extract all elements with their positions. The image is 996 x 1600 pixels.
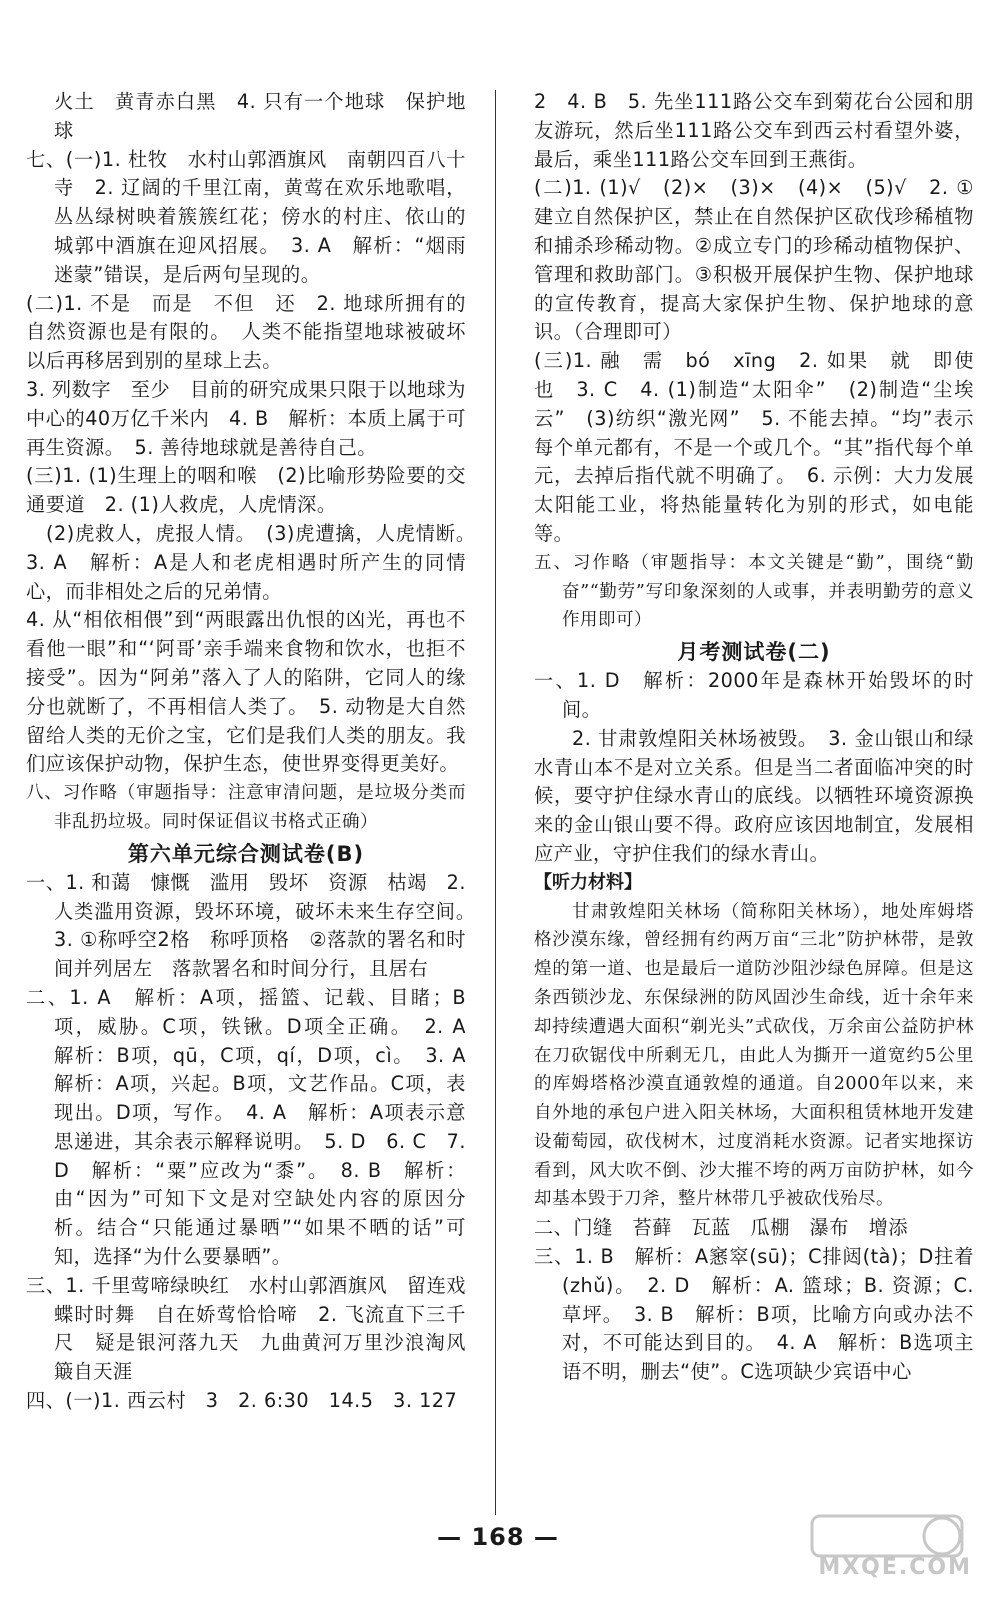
left-column — [26, 88, 486, 1416]
answer-paragraph: 七、(一)1. 杜牧 水村山郭酒旗风 南朝四百八十寺 2. 辽阔的千里江南，黄莺在欢乐地歌唱，丛丛绿树映着簇簇红花；傍水的村庄、依山的城郭中酒旗在迎风招展。 3. A 解析：“烟雨迷蒙”错误，是后两句呈现的。 — [26, 147, 466, 286]
answer-paragraph: 三、1. B 解析：A窸窣(sū)；C排闼(tà)；D拄着(zhǔ)。 2. D 解析：A. 篮球；B. 资源；C. 草坪。 3. B 解析：B项，比喻方向或办法不对，不可能达到目的。 4. A 解析：B选项主语不明，删去“使”。C选项缺少宾语中心 — [534, 1245, 981, 1384]
section-title: 月考测试卷(二) — [677, 640, 831, 665]
answer-paragraph: 二、门缝 苔藓 瓦蓝 瓜棚 瀑布 增添 — [534, 1216, 909, 1240]
answer-paragraph: (二)1. (1)√ (2)× (3)× (4)× (5)√ 2. ①建立自然保护区，禁止在自然保护区砍伐珍稀植物和捕杀珍稀动物。②成立专门的珍稀动植物保护、管理和救助部门。③积极开展保护生物、保护地球的宣传教育，提高大家保护生物、保护地球的意识。（合理即可） — [534, 176, 974, 344]
column-divider — [495, 90, 496, 1515]
answer-paragraph: 3. 列数字 至少 目前的研究成果只限于以地球为中心的40万亿千米内 4. B 解析：本质上属于可再生资源。 5. 善待地球就是善待自己。 — [26, 377, 466, 459]
answer-paragraph: 五、习作略（审题指导：本文关键是“勤”，围绕“勤奋”“勤劳”写印象深刻的人或事，并表明勤劳的意义作用即可） — [534, 552, 974, 631]
answer-paragraph: 2 4. B 5. 先坐111路公交车到菊花台公园和朋友游玩，然后坐111路公交车到西云村看望外婆，最后，乘坐111路公交车回到王燕街。 — [534, 90, 974, 171]
answer-paragraph: 三、1. 千里莺啼绿映红 水村山郭酒旗风 留连戏蝶时时舞 自在娇莺恰恰啼 2. 飞流直下三千尺 疑是银河落九天 九曲黄河万里沙浪淘风簸自天涯 — [26, 1273, 466, 1384]
answer-paragraph: (三)1. 融 需 bó xīng 2. 如果 就 即使 也 3. C 4. (1)制造“太阳伞” (2)制造“尘埃云” (3)纺织“激光网” 5. 不能去掉。“均”表示每个单元都有，不是一个或几个。“其”指代每个单元，去掉后指代就不明确了。 6. 示例：大力发展太阳能工业，将热能量转化为别的形式，如电能等。 — [534, 349, 994, 545]
answer-paragraph: 4. 从“相依相偎”到“两眼露出仇恨的凶光，再也不看他一眼”和“‘阿哥’亲手端来食物和饮水，也拒不接受”。因为“阿弟”落入了人的陷阱，它同人的缘分也就断了，不再相信人类了。 5. 动物是大自然留给人类的无价之宝，它们是我们人类的朋友。我们应该保护动物，保护生态，使世界变得更美好。 — [26, 608, 466, 776]
answer-paragraph: 四、(一)1. 西云村 3 2. 6:30 14.5 3. 127 — [26, 1389, 458, 1413]
page-number: — 168 — — [437, 1523, 559, 1551]
answer-paragraph: 八、习作略（审题指导：注意审清问题，是垃圾分类而非乱扔垃圾。同时保证倡议书格式正确） — [26, 783, 466, 832]
listening-material-text: 甘肃敦煌阳关林场（简称阳关林场），地处库姆塔格沙漠东缘，曾经拥有约两万亩“三北”防护林带，是敦煌的第一道、也是最后一道防沙阻沙绿色屏障。但是这条西锁沙龙、东保绿洲的防风固沙生命线，近十余年来却持续遭遇大面积“剃光头”式砍伐，万余亩公益防护林在刀砍锯伐中所剩无几，由此人为撕开一道宽约5公里的库姆塔格沙漠直通敦煌的通道。自2000年以来，来自外地的承包户进入阳关林场，大面积租赁林地开发建设葡萄园，砍伐树木，过度消耗水资源。记者实地探访看到，风大吹不倒、沙大摧不垮的两万亩防护林，如今却基本毁于刀斧，整片林带几乎被砍伐殆尽。 — [534, 901, 974, 1210]
answer-paragraph: (2)虎救人，虎报人情。 (3)虎遭擒，人虎情断。 3. A 解析：A是人和老虎相遇时所产生的同情心，而非相处之后的兄弟情。 — [26, 521, 486, 603]
watermark-logo — [792, 1514, 982, 1588]
listening-material-tag: 【听力材料】 — [534, 871, 642, 893]
answer-paragraph: 火土 黄青赤白黑 4. 只有一个地球 保护地球 — [54, 90, 466, 142]
answer-paragraph: 一、1. 和蔼 慷慨 滥用 毁坏 资源 枯竭 2. 人类滥用资源，毁坏环境，破坏未来生存空间。 3. ①称呼空2格 称呼顶格 ②落款的署名和时间并列居左 落款署名和时间分行，且居右 — [26, 870, 486, 981]
answer-paragraph: 二、1. A 解析：A项，摇篮、记载、目睹；B项，威胁。C项，铁锹。D项全正确。 2. A 解析：B项，qū，C项，qí，D项，cì。 3. A 解析：A项，兴起。B项，文艺作品。C项，表现出。D项，写作。 4. A 解析：A项表示意思递进，其余表示解释说明。 5. D 6. C 7. D 解析：“粟”应改为“黍”。 8. B 解析：由“因为”可知下文是对空缺处内容的原因分析。结合“只能通过暴晒”“如果不晒的话”可知，选择“为什么要暴晒”。 — [26, 985, 486, 1269]
answer-paragraph: 一、1. D 解析：2000年是森林开始毁坏的时间。 — [534, 669, 974, 721]
watermark-text: MXQE.COM — [818, 1555, 972, 1580]
section-title: 第六单元综合测试卷(B) — [127, 841, 365, 866]
answer-paragraph: 2. 甘肃敦煌阳关林场被毁。 3. 金山银山和绿水青山本不是对立关系。但是当二者面临冲突的时候，要守护住绿水青山的底线。以牺牲环境资源换来的金山银山要不得。政府应该因地制宜，发展相应产业，守护住我们的绿水青山。 — [534, 726, 974, 865]
answer-paragraph: (二)1. 不是 而是 不但 还 2. 地球所拥有的自然资源也是有限的。 人类不能指望地球被破坏以后再移居到别的星球上去。 — [26, 291, 466, 373]
right-column — [534, 88, 994, 1387]
answer-paragraph: (三)1. (1)生理上的咽和喉 (2)比喻形势险要的交通要道 2. (1)人救虎，人虎情深。 — [26, 464, 466, 517]
